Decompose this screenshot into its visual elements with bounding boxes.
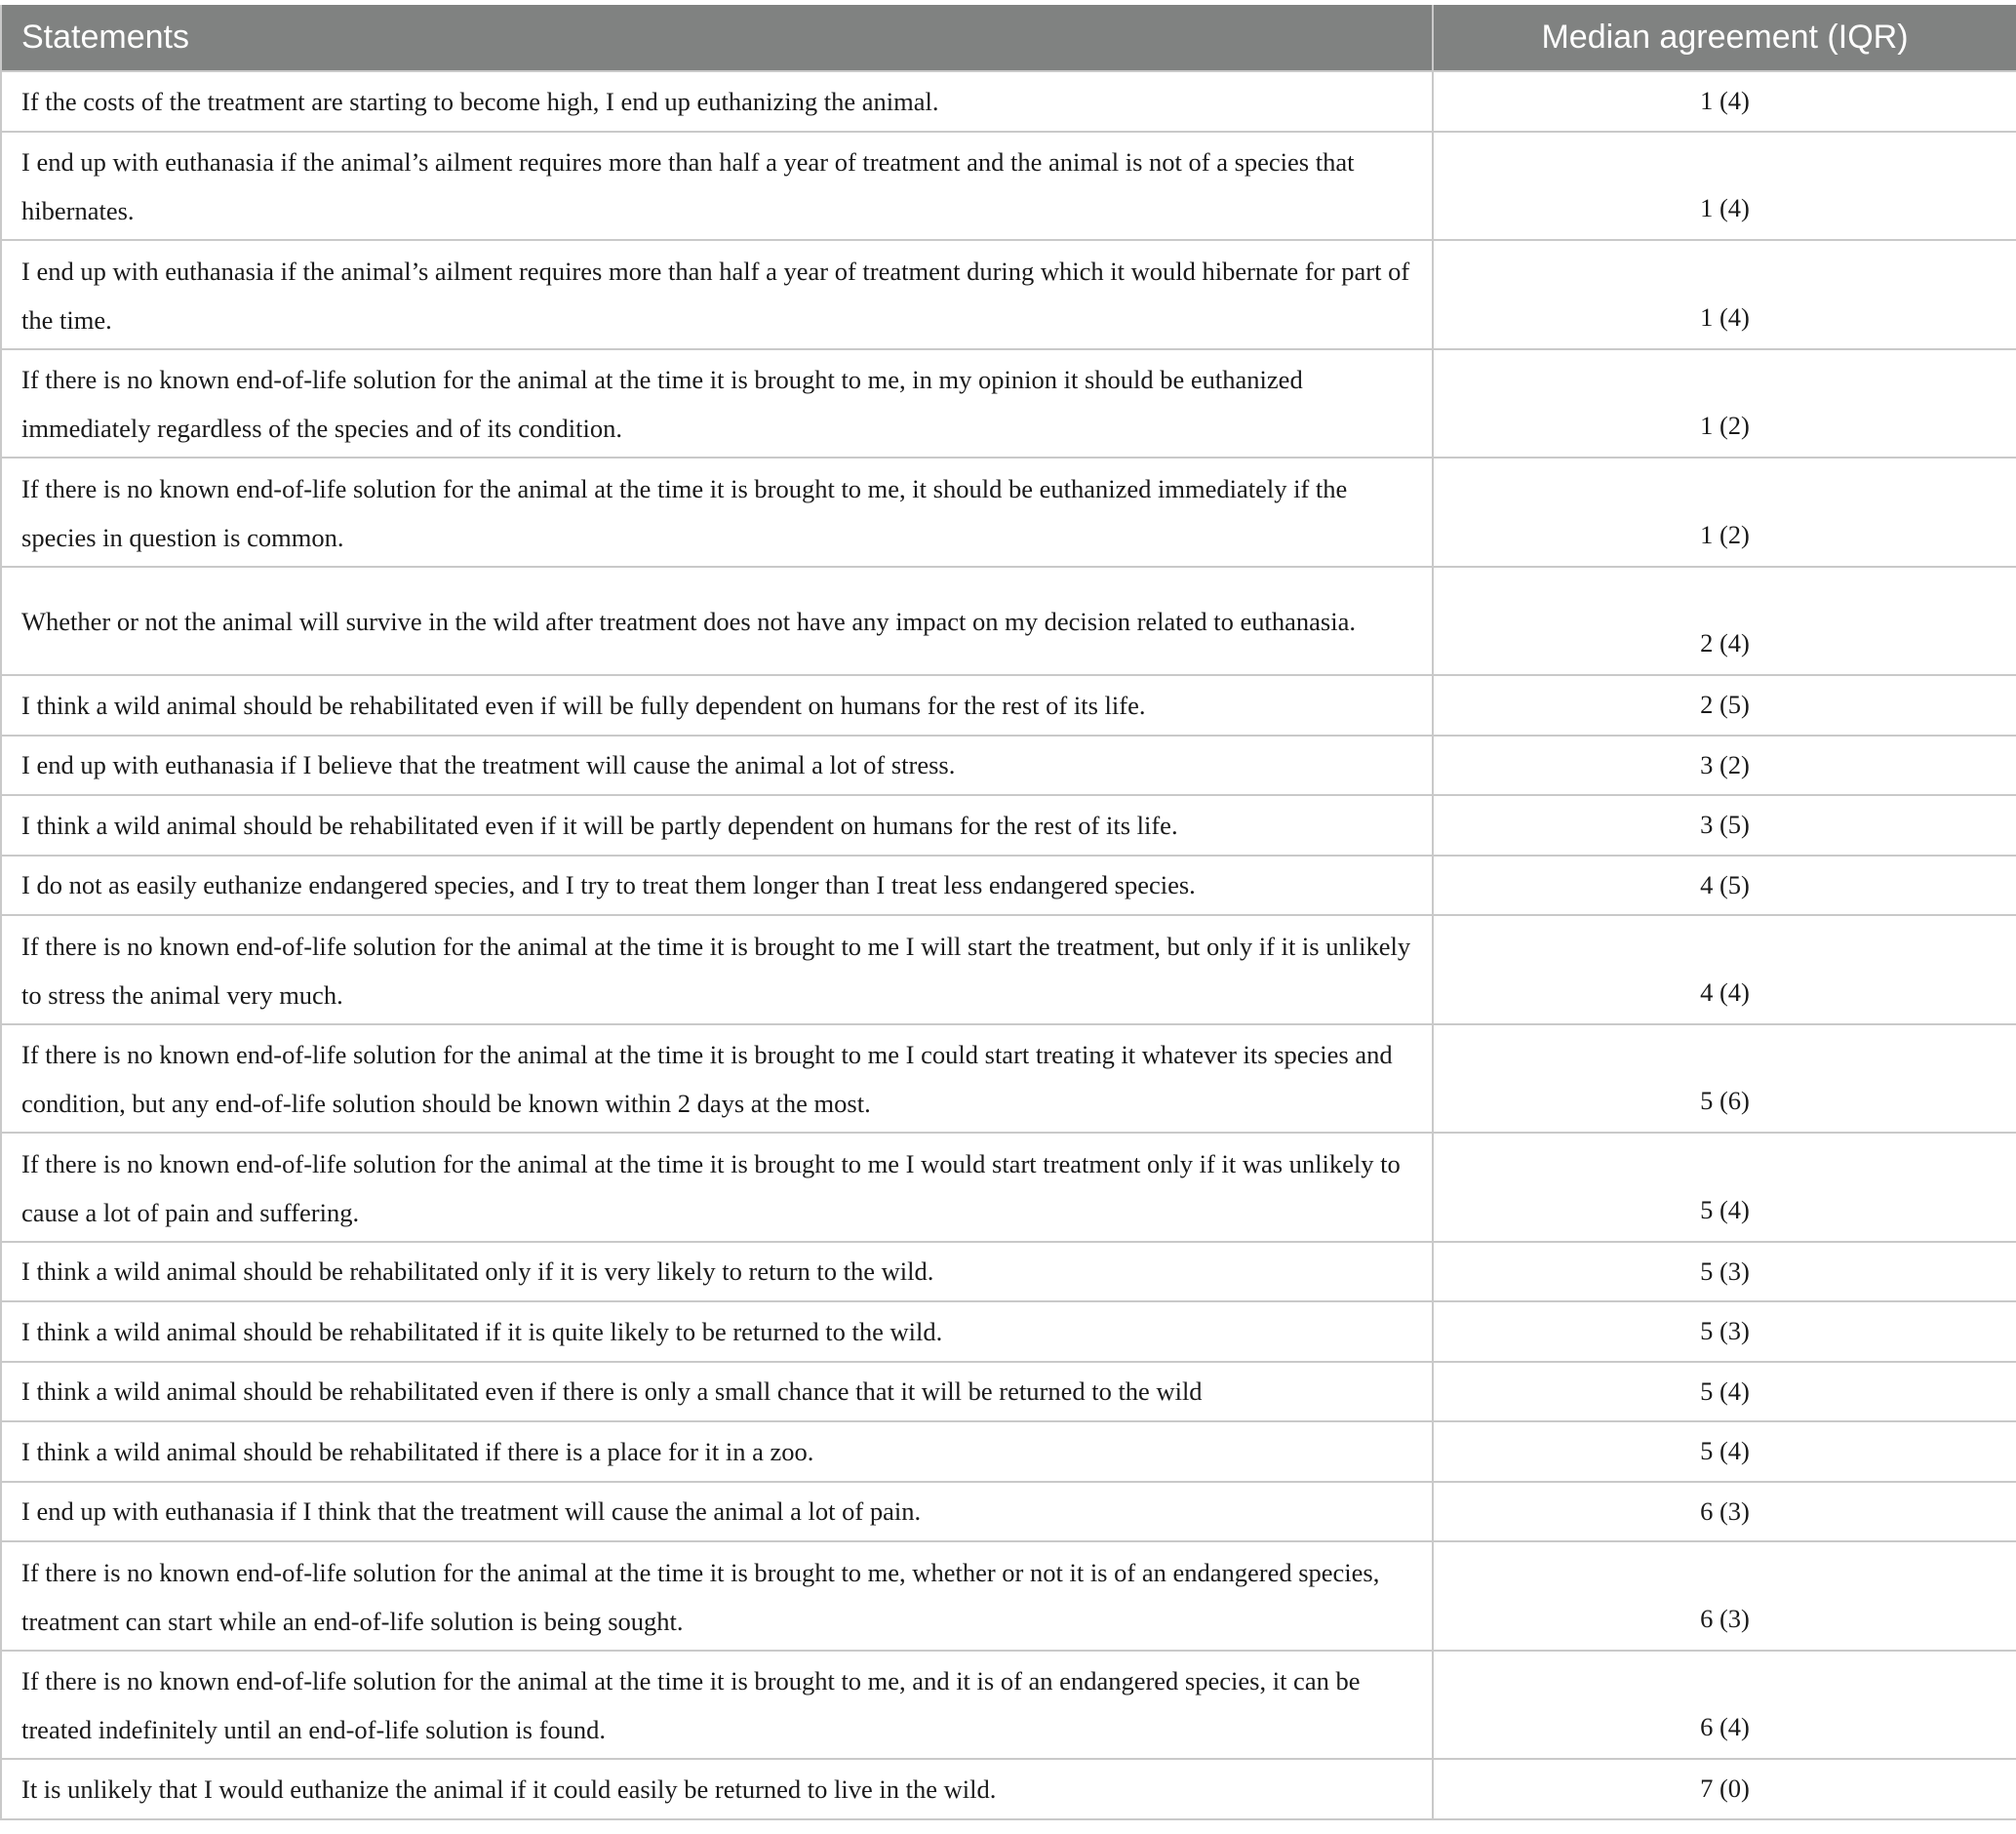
median-cell: 5 (3): [1433, 1242, 2016, 1302]
table-row: [1, 1759, 2016, 1819]
table-row: [1, 1651, 2016, 1760]
statement-cell: I do not as easily euthanize endangered species, and I try to treat them longer than I treat less endangered species.: [1, 856, 1433, 916]
column-header-median-agreement: Median agreement (IQR): [1433, 5, 2016, 71]
table-row: [1, 795, 2016, 856]
table-row: [1, 1482, 2016, 1542]
statement-cell: I think a wild animal should be rehabilitated if it is quite likely to be returned to the wild.: [1, 1301, 1433, 1362]
median-cell: 7 (0): [1433, 1759, 2016, 1819]
table-row: [1, 1024, 2016, 1134]
statement-cell: If there is no known end-of-life solution for the animal at the time it is brought to me, in my opinion it should be euthanized immediately regardless of the species and of its condition.: [1, 349, 1433, 458]
statement-cell: I end up with euthanasia if I believe that the treatment will cause the animal a lot of stress.: [1, 736, 1433, 796]
median-cell: 3 (5): [1433, 795, 2016, 856]
column-header-statements: Statements: [1, 5, 1433, 71]
statement-cell: If there is no known end-of-life solution for the animal at the time it is brought to me I would start treatment only if it was unlikely to cause a lot of pain and suffering.: [1, 1133, 1433, 1242]
median-cell: 5 (3): [1433, 1301, 2016, 1362]
table-row: [1, 240, 2016, 349]
statement-cell: I end up with euthanasia if I think that the treatment will cause the animal a lot of pain.: [1, 1482, 1433, 1542]
statement-cell: I end up with euthanasia if the animal’s ailment requires more than half a year of treatment during which it would hibernate for part of the time.: [1, 240, 1433, 349]
median-cell: 6 (3): [1433, 1541, 2016, 1651]
median-cell: 6 (3): [1433, 1482, 2016, 1542]
table-row: [1, 1541, 2016, 1651]
median-cell: 4 (5): [1433, 856, 2016, 916]
statement-cell: I think a wild animal should be rehabilitated even if there is only a small chance that it will be returned to the wild: [1, 1362, 1433, 1422]
median-cell: 5 (4): [1433, 1362, 2016, 1422]
statement-cell: If there is no known end-of-life solution for the animal at the time it is brought to me, and it is of an endangered species, it can be treated indefinitely until an end-of-life solution is found.: [1, 1651, 1433, 1760]
table-header-row: [1, 5, 2016, 71]
statement-cell: I think a wild animal should be rehabilitated even if will be fully dependent on humans for the rest of its life.: [1, 675, 1433, 736]
table-row: [1, 1362, 2016, 1422]
table-row: [1, 675, 2016, 736]
statement-cell: Whether or not the animal will survive in the wild after treatment does not have any impact on my decision related to euthanasia.: [1, 567, 1433, 676]
median-cell: 3 (2): [1433, 736, 2016, 796]
statement-cell: If there is no known end-of-life solution for the animal at the time it is brought to me I could start treating it whatever its species and condition, but any end-of-life solution should be known within 2 days at the most.: [1, 1024, 1433, 1134]
table-row: [1, 736, 2016, 796]
statement-cell: It is unlikely that I would euthanize the animal if it could easily be returned to live in the wild.: [1, 1759, 1433, 1819]
median-cell: 6 (4): [1433, 1651, 2016, 1760]
median-cell: 1 (4): [1433, 71, 2016, 132]
median-cell: 2 (4): [1433, 567, 2016, 676]
statements-table: [0, 5, 2016, 1820]
statement-cell: I think a wild animal should be rehabilitated only if it is very likely to return to the wild.: [1, 1242, 1433, 1302]
statement-cell: If there is no known end-of-life solution for the animal at the time it is brought to me, it should be euthanized immediately if the species in question is common.: [1, 458, 1433, 567]
table-row: [1, 1133, 2016, 1242]
median-cell: 1 (2): [1433, 349, 2016, 458]
median-cell: 5 (4): [1433, 1421, 2016, 1482]
table-row: [1, 71, 2016, 132]
table-row: [1, 856, 2016, 916]
table-row: [1, 915, 2016, 1024]
median-cell: 1 (4): [1433, 132, 2016, 241]
table-row: [1, 1242, 2016, 1302]
statement-cell: I think a wild animal should be rehabilitated if there is a place for it in a zoo.: [1, 1421, 1433, 1482]
median-cell: 4 (4): [1433, 915, 2016, 1024]
table-row: [1, 567, 2016, 676]
statement-cell: If the costs of the treatment are starting to become high, I end up euthanizing the animal.: [1, 71, 1433, 132]
statement-cell: If there is no known end-of-life solution for the animal at the time it is brought to me, whether or not it is of an endangered species, treatment can start while an end-of-life solution is being sought.: [1, 1541, 1433, 1651]
table-row: [1, 1301, 2016, 1362]
statement-cell: If there is no known end-of-life solution for the animal at the time it is brought to me I will start the treatment, but only if it is unlikely to stress the animal very much.: [1, 915, 1433, 1024]
median-cell: 1 (2): [1433, 458, 2016, 567]
median-cell: 5 (6): [1433, 1024, 2016, 1134]
table-row: [1, 1421, 2016, 1482]
table-row: [1, 132, 2016, 241]
table-row: [1, 349, 2016, 458]
median-cell: 5 (4): [1433, 1133, 2016, 1242]
statement-cell: I think a wild animal should be rehabilitated even if it will be partly dependent on humans for the rest of its life.: [1, 795, 1433, 856]
median-cell: 1 (4): [1433, 240, 2016, 349]
statement-cell: I end up with euthanasia if the animal’s ailment requires more than half a year of treatment and the animal is not of a species that hibernates.: [1, 132, 1433, 241]
table-row: [1, 458, 2016, 567]
median-cell: 2 (5): [1433, 675, 2016, 736]
